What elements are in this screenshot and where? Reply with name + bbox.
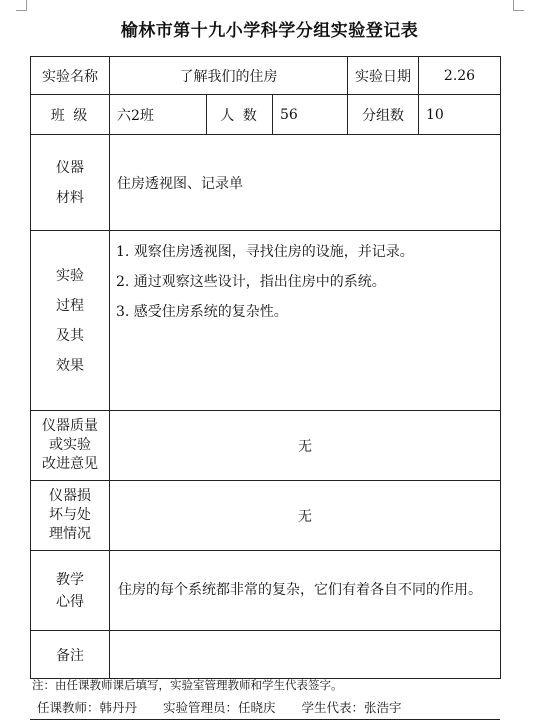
remarks-field[interactable] [110, 631, 501, 679]
quality-field[interactable]: 无 [110, 411, 501, 481]
signature-line [37, 698, 401, 716]
materials-label-line: 材料 [56, 189, 84, 206]
experiment-registration-table [30, 56, 501, 679]
materials-field[interactable]: 住房透视图、记录单 [110, 135, 501, 231]
quality-label-line: 或实验 [49, 437, 91, 453]
table-row [31, 57, 501, 95]
quality-label [31, 411, 110, 481]
damage-label-line: 仪器损 [49, 488, 91, 504]
teacher-signature: 任课教师：韩丹丹 [37, 700, 138, 715]
bottom-rule [30, 719, 500, 720]
student-rep-signature: 学生代表：张浩宇 [301, 700, 402, 715]
table-row [31, 631, 501, 679]
document-title: 榆林市第十九小学科学分组实验登记表 [120, 21, 419, 41]
reflection-field[interactable]: 住房的每个系统都非常的复杂，它们有着各自不同的作用。 [110, 551, 501, 631]
experiment-date-field[interactable]: 2.26 [419, 57, 501, 95]
materials-label [31, 135, 110, 231]
reflection-label-line: 教学 [56, 571, 84, 588]
quality-label-line: 仪器质量 [42, 418, 98, 434]
process-step: 1. 观察住房透视图，寻找住房的设施，并记录。 [116, 244, 414, 260]
damage-field[interactable]: 无 [110, 481, 501, 551]
class-label: 班 级 [31, 95, 110, 135]
table-row [31, 551, 501, 631]
experiment-name-label: 实验名称 [31, 57, 110, 95]
reflection-label [31, 551, 110, 631]
experiment-name-field[interactable]: 了解我们的住房 [110, 57, 348, 95]
page-corner-mark-left [16, 0, 27, 11]
table-row [31, 231, 501, 411]
remarks-label: 备注 [31, 631, 110, 679]
group-count-label: 分组数 [348, 95, 419, 135]
damage-label-line: 坏与处 [49, 507, 91, 523]
table-row [31, 95, 501, 135]
reflection-label-line: 心得 [56, 593, 84, 610]
table-row [31, 135, 501, 231]
process-label-line: 实验 [56, 267, 84, 284]
experiment-date-label: 实验日期 [348, 57, 419, 95]
table-row [31, 411, 501, 481]
class-field[interactable]: 六2班 [110, 95, 207, 135]
process-label-line: 过程 [56, 297, 84, 314]
lab-admin-signature: 实验管理员：任晓庆 [162, 700, 276, 715]
people-label: 人 数 [207, 95, 273, 135]
footnote: 注：由任课教师课后填写，实验室管理教师和学生代表签字。 [32, 678, 343, 692]
people-field[interactable]: 56 [273, 95, 348, 135]
process-step: 3. 感受住房系统的复杂性。 [116, 304, 288, 320]
process-label-line: 及其 [56, 327, 84, 344]
quality-label-line: 改进意见 [42, 456, 98, 472]
process-label-line: 效果 [56, 357, 84, 374]
damage-label [31, 481, 110, 551]
damage-label-line: 理情况 [49, 526, 91, 542]
process-step: 2. 通过观察这些设计，指出住房中的系统。 [116, 274, 386, 290]
process-label [31, 231, 110, 411]
table-row [31, 481, 501, 551]
group-count-field[interactable]: 10 [419, 95, 501, 135]
page-corner-mark-right [513, 0, 524, 11]
process-field[interactable] [110, 231, 501, 411]
materials-label-line: 仪器 [56, 159, 84, 176]
